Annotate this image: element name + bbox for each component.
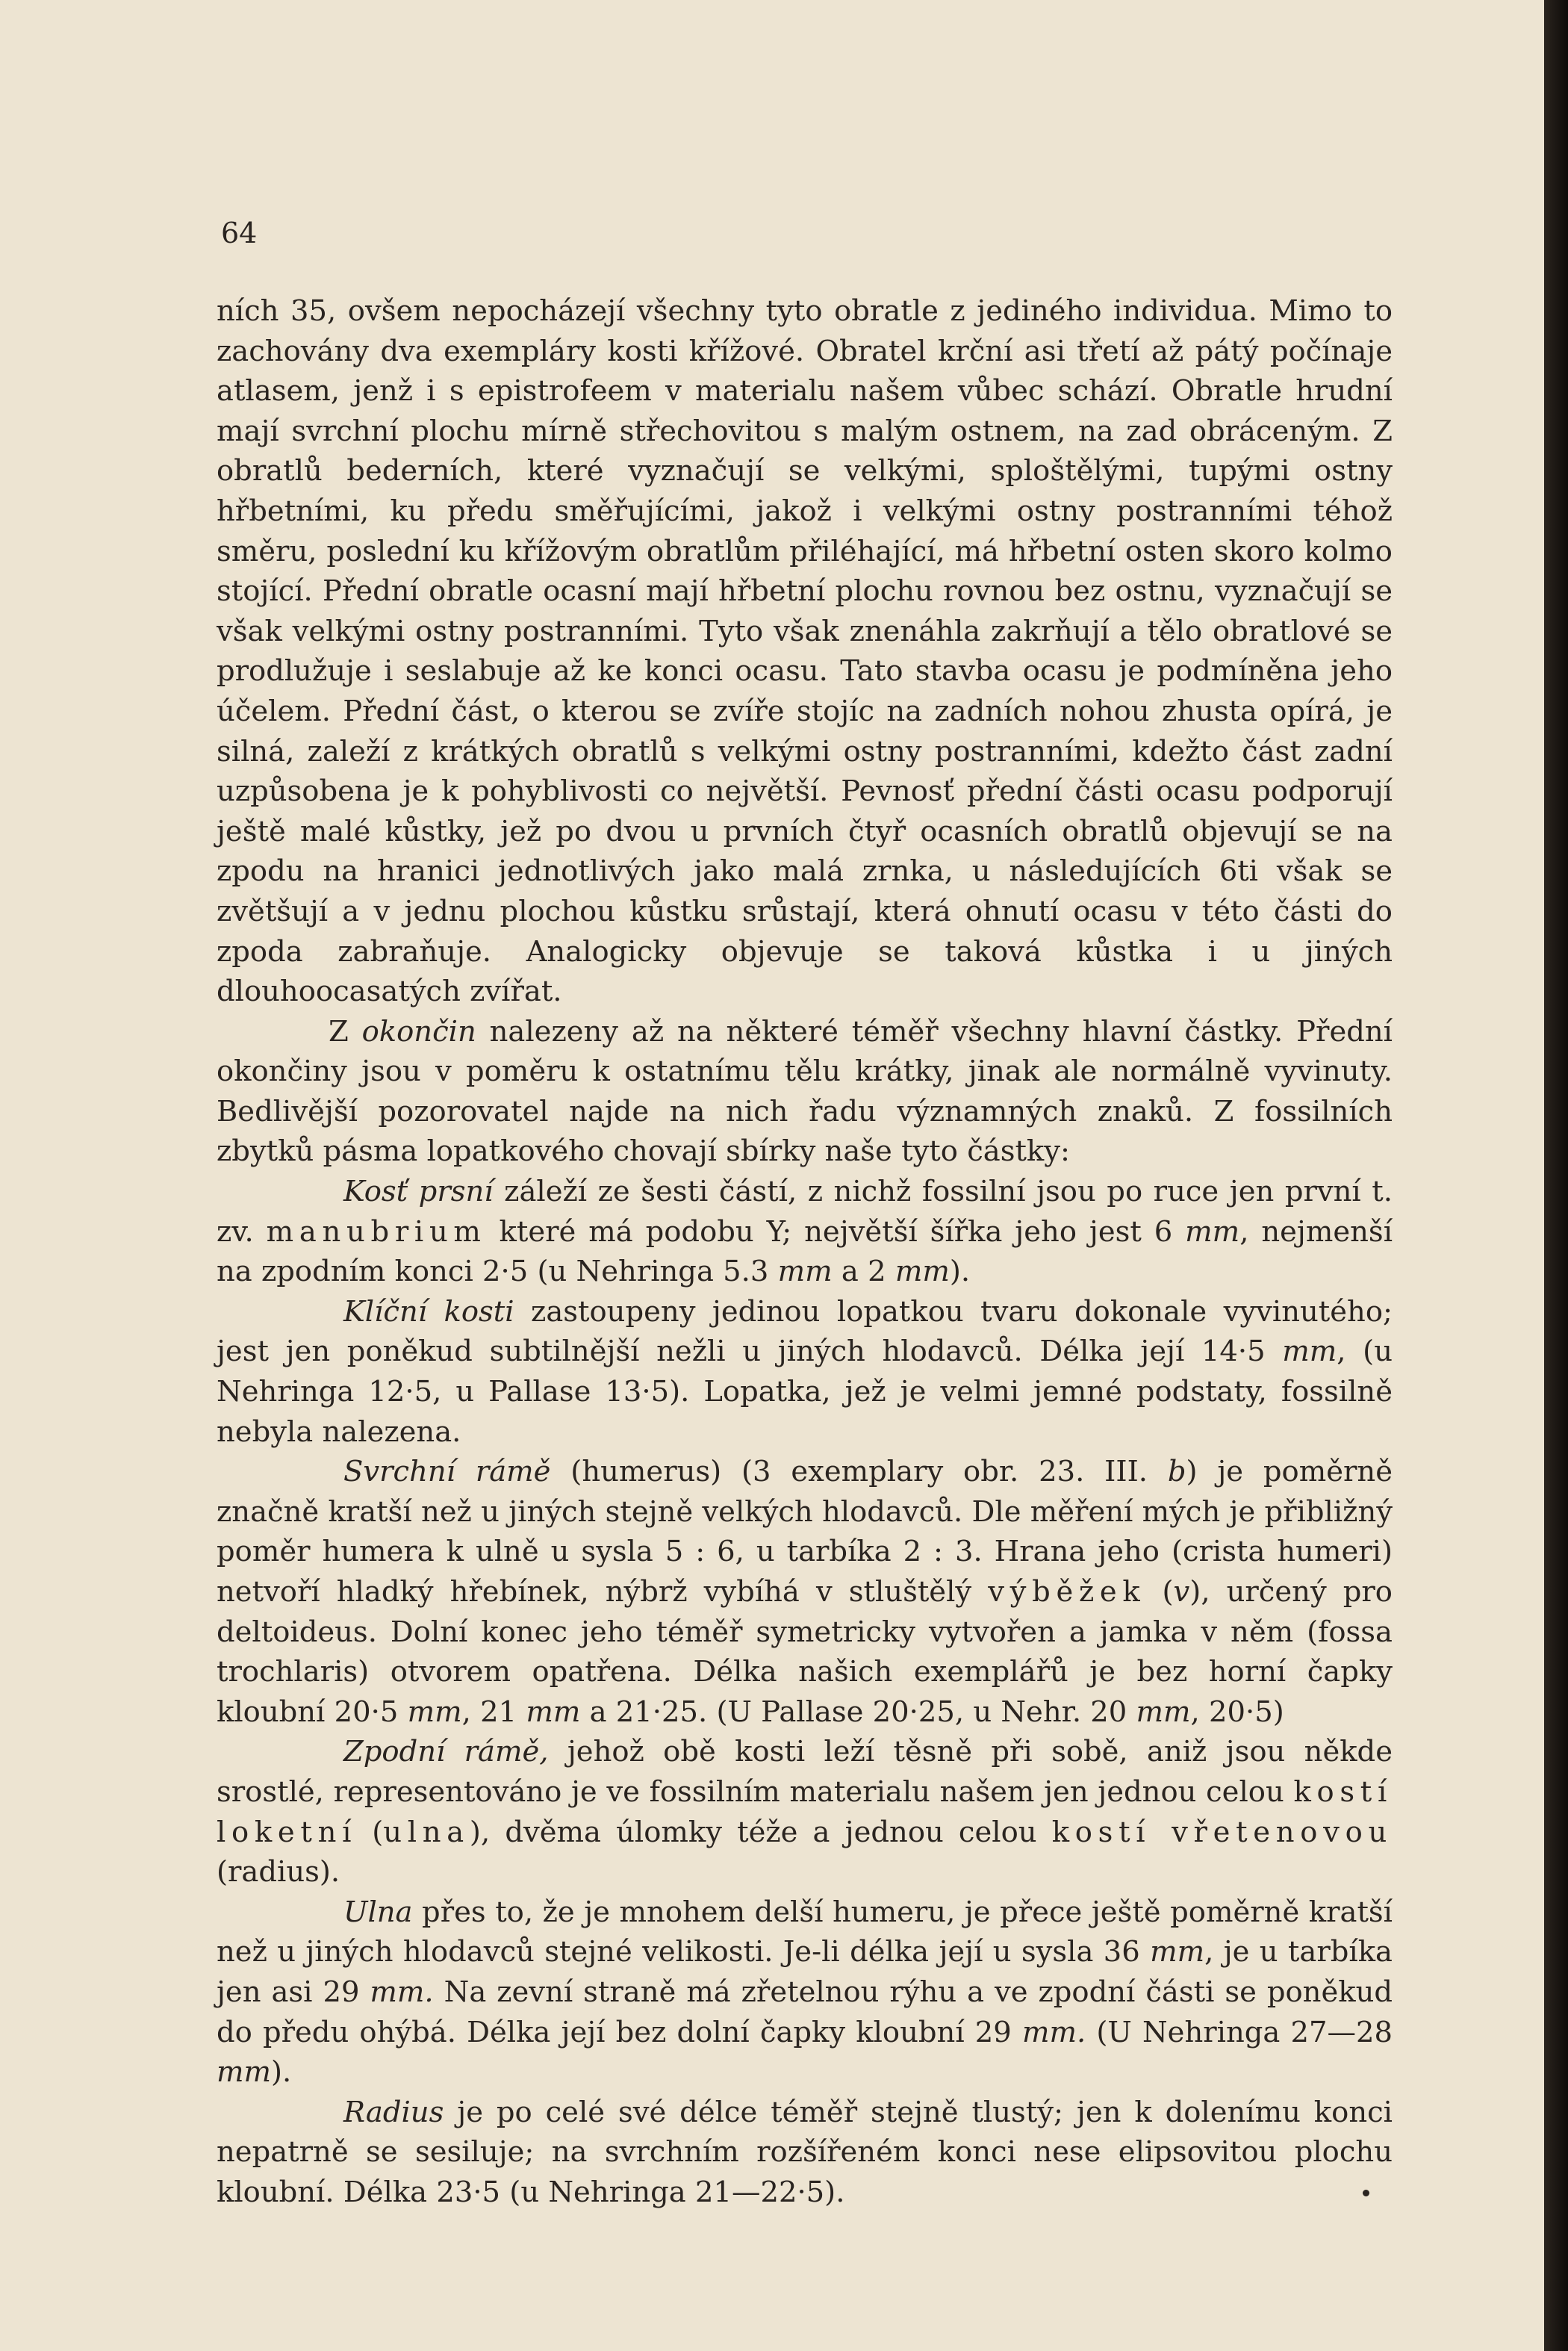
paragraph-clavicle: Klíční kosti zastoupeny jedinou lopatkou tvaru dokonale vyvinutého; jest jen poněkud subtilnější nežli u jiných hlodavců. Délka její 14·5 mm, (u Nehringa 12·5, u Pallase 13·5). Lopatka, jež je velmi jemné podstaty, fossilně nebyla nalezena. bbox=[217, 1294, 1393, 1449]
body-text bbox=[217, 291, 1393, 2213]
book-spine-edge bbox=[1544, 0, 1568, 2351]
paragraph-sternum: Kosť prsní záleží ze šesti částí, z nichž fossilní jsou po ruce jen první t. zv. manubrium které má podobu Y; největší šířka jeho jest 6 mm, nejmenší na zpodním konci 2·5 (u Nehringa 5.3 mm a 2 mm). bbox=[217, 1175, 1393, 1289]
paragraph-limbs: Z okončin nalezeny až na některé téměř všechny hlavní částky. Přední okončiny jsou v poměru k ostatnímu tělu krátky, jinak ale normálně vyvinuty. Bedlivější pozorovatel najde na nich řadu významných znaků. Z fossilních zbytků pásma lopatkového chovají sbírky naše tyto částky: bbox=[217, 1014, 1393, 1169]
paragraph-forearm: Zpodní rámě, jehož obě kosti leží těsně při sobě, aniž jsou někde srostlé, representováno je ve fossilním materialu našem jen jednou celou kostí loketní (ulna), dvěma úlomky téže a jednou celou kostí vřetenovou (radius). bbox=[217, 1735, 1393, 1889]
paragraph-ulna: Ulna přes to, že je mnohem delší humeru, je přece ještě poměrně kratší než u jiných hlodavců stejné velikosti. Je-li délka její u sysla 36 mm, je u tarbíka jen asi 29 mm. Na zevní straně má zřetelnou rýhu a ve zpodní části se poněkud do předu ohýbá. Délka její bez dolní čapky kloubní 29 mm. (U Nehringa 27—28 mm). bbox=[217, 1895, 1393, 2090]
paragraph-radius: Radius je po celé své délce téměř stejně tlustý; jen k dolenímu konci nepatrně se sesiluje; na svrchním rozšířeném konci nese elipsovitou plochu kloubní. Délka 23·5 (u Nehringa 21—22·5). bbox=[217, 2095, 1393, 2209]
page-number: 64 bbox=[221, 217, 258, 249]
ink-speck bbox=[1363, 2190, 1369, 2196]
paragraph-humerus: Svrchní rámě (humerus) (3 exemplary obr. 23. III. b) je poměrně značně kratší než u jiných stejně velkých hlodavců. Dle měření mých je přibližný poměr humera k ulně u sysla 5 : 6, u tarbíka 2 : 3. Hrana jeho (crista humeri) netvoří hladký hřebínek, nýbrž vybíhá v stluštělý výběžek (v), určený pro deltoideus. Dolní konec jeho téměř symetricky vytvořen a jamka v něm (fossa trochlaris) otvorem opatřena. Délka našich exemplářů je bez horní čapky kloubní 20·5 mm, 21 mm a 21·25. (U Pallase 20·25, u Nehr. 20 mm, 20·5) bbox=[217, 1455, 1393, 1729]
paragraph-vertebrae: ních 35, ovšem nepocházejí všechny tyto obratle z jediného individua. Mimo to zachovány dva exempláry kosti křížové. Obratel krční asi třetí až pátý počínaje atlasem, jenž i s epistrofeem v materialu našem vůbec schází. Obratle hrudní mají svrchní plochu mírně střechovitou s malým ostnem, na zad obráceným. Z obratlů bederních, které vyznačují se velkými, sploštělými, tupými ostny hřbetními, ku předu směřujícími, jakož i velkými ostny postranními téhož směru, poslední ku křížovým obratlům přiléhající, má hřbetní osten skoro kolmo stojící. Přední obratle ocasní mají hřbetní plochu rovnou bez ostnu, vyznačují se však velkými ostny postranními. Tyto však znenáhla zakrňují a tělo obratlové se prodlužuje i seslabuje až ke konci ocasu. Tato stavba ocasu je podmíněna jeho účelem. Přední část, o kterou se zvíře stojíc na zadních nohou zhusta opírá, je silná, zaleží z krátkých obratlů s velkými ostny postranními, kdežto část zadní uzpůsobena je k pohyblivosti co největší. Pevnosť přední části ocasu podporují ještě malé kůstky, jež po dvou u prvních čtyř ocasních obratlů objevují se na zpodu na hranici jednotlivých jako malá zrnka, u následujících 6ti však se zvětšují a v jednu plochou kůstku srůstají, která ohnutí ocasu v této části do zpoda zabraňuje. Analogicky objevuje se taková kůstka i u jiných dlouhoocasatých zvířat. bbox=[217, 294, 1393, 1009]
